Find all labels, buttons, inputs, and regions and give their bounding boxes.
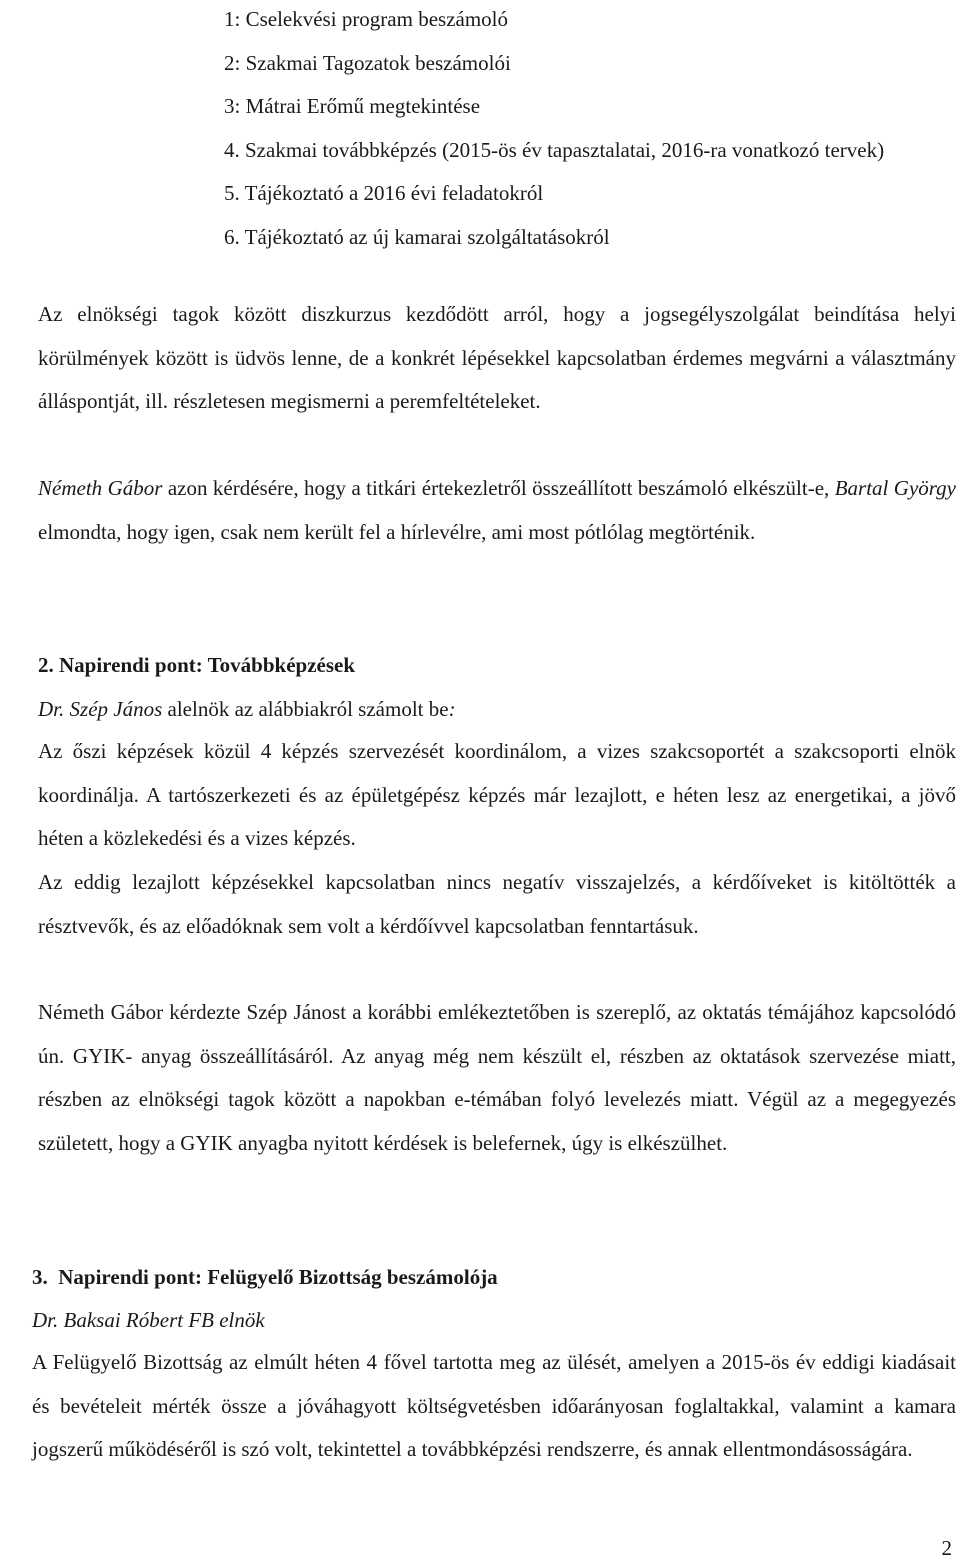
section-number: 2.: [38, 653, 54, 677]
paragraph-text: elmondta, hogy igen, csak nem került fel a hírlevélre, ami most pótlólag megtörténik.: [38, 519, 756, 544]
person-name: Bartal György: [834, 476, 956, 500]
speaker-name: Baksai Róbert FB elnök: [63, 1308, 265, 1332]
speaker-name: Szép János: [69, 697, 163, 721]
section2-heading: [38, 650, 355, 680]
section3-paragraph-1: A Felügyelő Bizottság az elmúlt héten 4 fővel tartotta meg az ülését, amelyen a 2015-ös év eddigi kiadásait és bevételeit mérték össze a jóváhagyott költségvetésben időarányosan foglaltakkal, valamint a kamara jogszerű működéséről is szó volt, tekintettel a továbbképzési rendszerre, és annak ellentmondásosságára.: [32, 1350, 956, 1461]
agenda-item: 1: Cselekvési program beszámoló: [224, 7, 509, 31]
section-number: 3.: [32, 1265, 48, 1289]
person-name: Németh Gábor: [38, 476, 163, 500]
section2-paragraph-1: Az őszi képzések közül 4 képzés szervezését koordinálom, a vizes szakcsoportét a szakcsoporti elnök koordinálja. A tartószerkezeti és az épületgépész képzés már lezajlott, e héten lesz az energetikai, a jövő héten a közlekedési és a vizes képzés.: [38, 739, 956, 850]
agenda-list: [224, 0, 934, 259]
section3-speaker-line: [32, 1305, 265, 1335]
speaker-prefix: Dr.: [38, 697, 70, 721]
section1-paragraph-1: Az elnökségi tagok között diszkurzus kezdődött arról, hogy a jogsegélyszolgálat beindítása helyi körülmények között is üdvös lenne, de a konkrét lépésekkel kapcsolatban érdemes megvárni a választmány álláspontját, ill. részletesen megismerni a peremfeltételeket.: [38, 302, 956, 413]
speaker-text: alelnök az alábbiakról számolt be: [162, 697, 449, 721]
section1-paragraph-2: [38, 467, 956, 554]
section2-paragraph-2: Az eddig lezajlott képzésekkel kapcsolatban nincs negatív visszajelzés, a kérdőíveket is kitöltötték a résztvevők, és az előadóknak sem volt a kérdőívvel kapcsolatban fenntartásuk.: [38, 870, 956, 938]
speaker-colon: :: [448, 697, 456, 721]
agenda-item: 2: Szakmai Tagozatok beszámolói: [224, 50, 511, 75]
section3-heading: [32, 1262, 498, 1292]
section2-paragraph-3: Németh Gábor kérdezte Szép Jánost a korábbi emlékeztetőben is szereplő, az oktatás témájához kapcsolódó ún. GYIK- anyag összeállításáról. Az anyag még nem készült el, részben az oktatások szervezése miatt, részben az elnökségi tagok között a napokban e-témában folyó levelezés miatt. Végül az a megegyezés született, hogy a GYIK anyagba nyitott kérdések is belefernek, úgy is elkészülhet.: [38, 1000, 956, 1155]
agenda-item: 6. Tájékoztató az új kamarai szolgáltatásokról: [224, 224, 610, 249]
agenda-item: 4. Szakmai továbbképzés (2015-ös év tapasztalatai, 2016-ra vonatkozó tervek): [224, 137, 885, 162]
agenda-item: 5. Tájékoztató a 2016 évi feladatokról: [224, 181, 544, 205]
page-number: 2: [941, 1536, 952, 1560]
agenda-item: 3: Mátrai Erőmű megtekintése: [224, 94, 481, 118]
section-title: Napirendi pont: Továbbképzések: [59, 653, 356, 677]
paragraph-text: azon kérdésére, hogy a titkári értekezletről összeállított beszámoló elkészült-e,: [162, 476, 835, 500]
section-title: Napirendi pont: Felügyelő Bizottság beszámolója: [58, 1265, 498, 1289]
section2-speaker-line: [38, 694, 456, 724]
speaker-prefix: Dr.: [32, 1308, 64, 1332]
